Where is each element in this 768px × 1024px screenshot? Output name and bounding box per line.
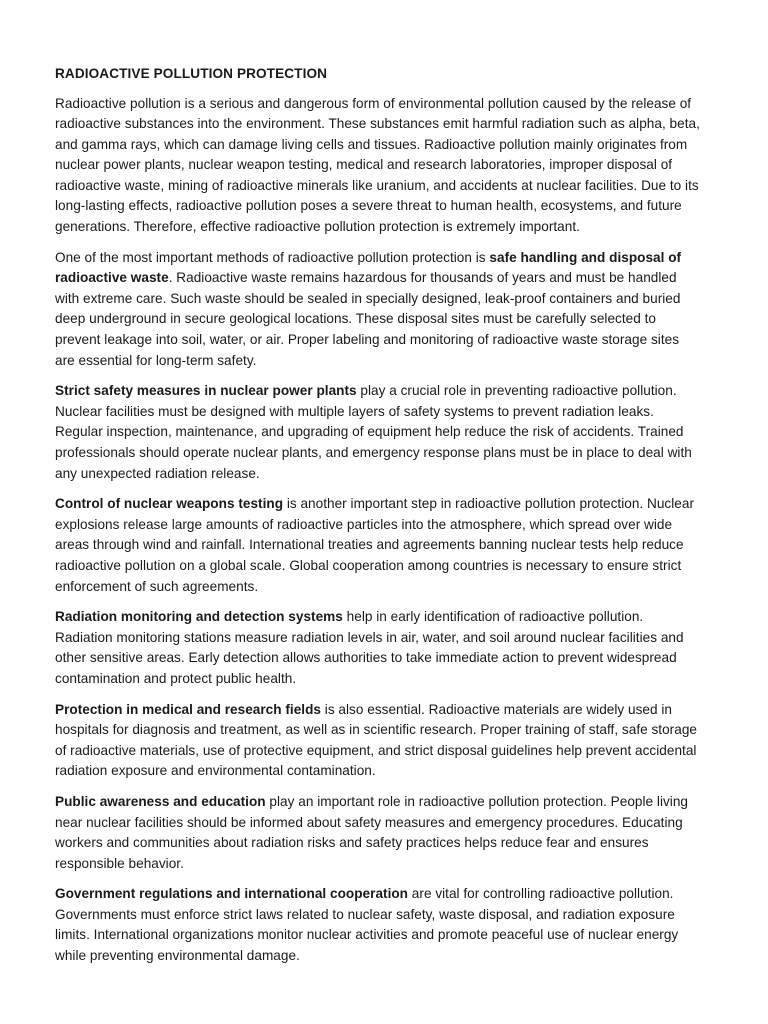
paragraph-bold-phrase: Strict safety measures in nuclear power plants xyxy=(55,383,357,399)
paragraph-medical-research xyxy=(55,700,701,782)
paragraph-intro xyxy=(55,94,701,238)
paragraph-bold-phrase: Government regulations and international cooperation xyxy=(55,886,409,902)
paragraph-body: play an important role in radioactive pollution protection. People living near nuclear facilities should be informed about safety measures and emergency procedures. Educating workers and communities about radiation risks and safety practices helps reduce fear and ensures responsible behavior. xyxy=(55,793,688,871)
paragraph-body: . Radioactive waste remains hazardous for thousands of years and must be handled with extreme care. Such waste should be sealed in specially designed, leak-proof containers and buried deep underground in secure geological locations. These disposal sites must be carefully selected to prevent leakage into soil, water, or air. Proper labeling and monitoring of radioactive waste storage sites are essential for long-term safety. xyxy=(55,270,681,368)
paragraph-bold-phrase: safe handling and disposal of radioactive waste xyxy=(55,249,682,286)
paragraph-body: is also essential. Radioactive materials are widely used in hospitals for diagnosis and treatment, as well as in scientific research. Proper training of staff, safe storage of radioactive materials, use of protective equipment, and strict disposal guidelines help prevent accidental radiation exposure and environmental contamination. xyxy=(55,701,697,779)
paragraph-bold-phrase: Control of nuclear weapons testing xyxy=(55,496,284,512)
paragraph-body: help in early identification of radioactive pollution. Radiation monitoring stations measure radiation levels in air, water, and soil around nuclear facilities and other sensitive areas. Early detection allows authorities to take immediate action to prevent widespread contamination and protect public health. xyxy=(55,609,684,686)
paragraph-government-regulations xyxy=(55,884,701,966)
paragraph-lead: One of the most important methods of radioactive pollution protection is xyxy=(55,249,490,265)
paragraph-body: play a crucial role in preventing radioactive pollution. Nuclear facilities must be designed with multiple layers of safety systems to prevent radiation leaks. Regular inspection, maintenance, and upgrading of equipment help reduce the risk of accidents. Trained professionals should operate nuclear plants, and emergency response plans must be in place to deal with any unexpected radiation release. xyxy=(55,383,692,481)
document-title: RADIOACTIVE POLLUTION PROTECTION xyxy=(55,66,328,81)
paragraph-body: are vital for controlling radioactive pollution. Governments must enforce strict laws related to nuclear safety, waste disposal, and radiation exposure limits. International organizations monitor nuclear activities and promote peaceful use of nuclear energy while preventing environmental damage. xyxy=(55,886,679,964)
paragraph-body: is another important step in radioactive pollution protection. Nuclear explosions release large amounts of radioactive particles into the atmosphere, which spread over wide areas through wind and rainfall. International treaties and agreements banning nuclear tests help reduce radioactive pollution on a global scale. Global cooperation among countries is necessary to ensure strict enforcement of such agreements. xyxy=(55,496,694,594)
paragraph-body: Radioactive pollution is a serious and dangerous form of environmental pollution caused by the release of radioactive substances into the environment. These substances emit harmful radiation such as alpha, beta, and gamma rays, which can damage living cells and tissues. Radioactive pollution mainly originates from nuclear power plants, nuclear weapon testing, medical and research laboratories, improper disposal of radioactive waste, mining of radioactive minerals like uranium, and accidents at nuclear facilities. Due to its long-lasting effects, radioactive pollution poses a severe threat to human health, ecosystems, and future generations. Therefore, effective radioactive pollution protection is extremely important. xyxy=(55,95,700,235)
paragraph-waste-disposal xyxy=(55,248,701,372)
document-page xyxy=(55,64,701,977)
paragraph-power-plants xyxy=(55,381,701,484)
paragraph-bold-phrase: Protection in medical and research fields xyxy=(55,701,321,717)
paragraph-public-awareness xyxy=(55,792,701,874)
paragraph-weapons-testing xyxy=(55,494,701,597)
paragraph-bold-phrase: Radiation monitoring and detection systems xyxy=(55,609,343,625)
paragraph-bold-phrase: Public awareness and education xyxy=(55,793,266,809)
paragraph-monitoring xyxy=(55,607,701,689)
